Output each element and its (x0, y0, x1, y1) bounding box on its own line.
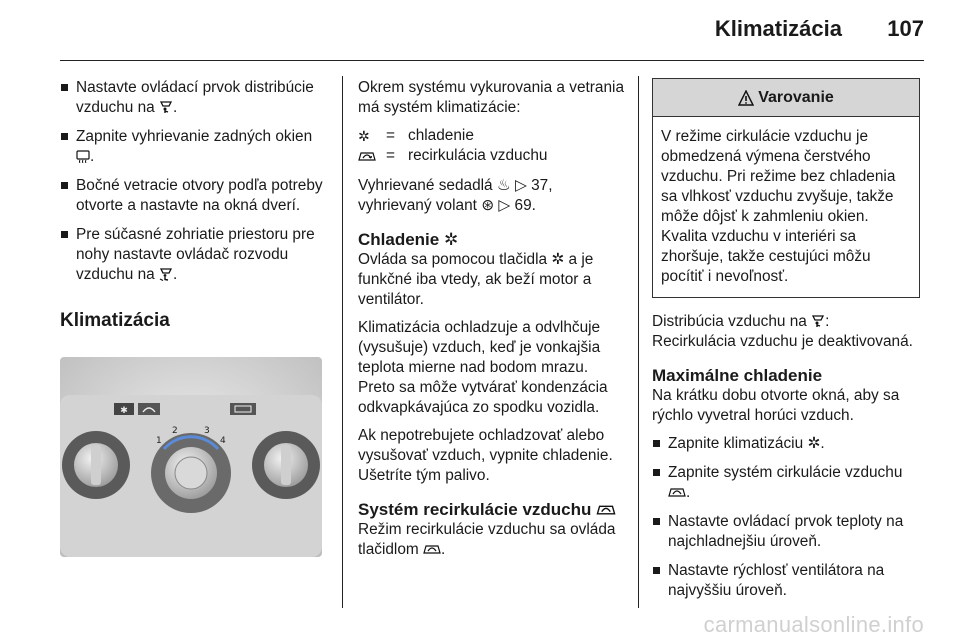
cooling-paragraph-2: Klimatizácia ochladzuje a odvlhčuje (vysušuje) vzduch, keď je vonkajšia teplota mierne nad bodom mrazu. Preto sa môže vytvárať kondenzácia odkvapkávajúca zo spodku vozidla. (358, 319, 608, 416)
snowflake-icon: ✲ (807, 435, 821, 452)
recirculation-icon (423, 542, 441, 556)
snowflake-icon: ✲ (551, 251, 565, 268)
ac-button (114, 403, 134, 416)
dial-number: 1 (156, 436, 162, 446)
list-item: Nastavte ovládací prvok distribúcie vzduchu na . (60, 78, 330, 118)
snowflake-icon: ✲ (358, 128, 370, 144)
warning-triangle-icon (738, 90, 754, 106)
list-item: Zapnite klimatizáciu ✲. (652, 434, 922, 454)
header-rule (60, 60, 924, 61)
max-cooling-heading: Maximálne chladenie (652, 366, 823, 385)
page-header (0, 0, 960, 62)
column-3 (652, 78, 922, 610)
list-item: Nastavte ovládací prvok teploty na najchladnejšiu úroveň. (652, 512, 922, 552)
list-item: Nastavte rýchlosť ventilátora na najvyššiu úroveň. (652, 561, 922, 601)
column-2 (358, 78, 628, 568)
recirculation-icon (596, 502, 616, 517)
legend-row-cooling: ✲ = chladenie (358, 127, 474, 144)
fan-speed-knob (62, 431, 130, 499)
dial-number: 3 (204, 426, 210, 436)
column-divider-2 (638, 76, 639, 608)
rear-window-heating-icon (76, 149, 90, 163)
section-heading: Klimatizácia (60, 310, 170, 331)
rear-window-button (230, 403, 256, 415)
watermark: carmanualsonline.info (703, 612, 924, 637)
warning-header: Varovanie (653, 79, 919, 117)
air-distribution-footwell-icon (159, 267, 173, 281)
reference-arrow-icon: ▷ (515, 177, 527, 194)
temperature-knob (151, 433, 231, 513)
intro-paragraph: Okrem systému vykurovania a vetrania má systém klimatizácie: (358, 79, 625, 116)
legend-row-recirculation: = recirkulácia vzduchu (358, 146, 628, 166)
heated-seat-icon: ♨ (496, 177, 511, 194)
column-1 (60, 78, 330, 557)
list-item: Zapnite vyhrievanie zadných okien . (60, 127, 330, 167)
list-item: Pre súčasné zohriatie priestoru pre nohy nastavte ovládač rozvodu vzduchu na . (60, 225, 330, 285)
svg-text:✱: ✱ (120, 406, 128, 416)
recirculation-icon (668, 485, 686, 499)
climate-control-panel-figure (60, 357, 322, 557)
air-distribution-windscreen-icon (159, 100, 173, 114)
max-cooling-intro: Na krátku dobu otvorte okná, aby sa rýchlo vyvetral horúci vzduch. (652, 387, 900, 424)
cooling-heading: Chladenie ✲ (358, 230, 459, 249)
dial-number: 4 (220, 436, 226, 446)
dial-number: 2 (172, 426, 178, 436)
page-number: 107 (887, 16, 924, 41)
recirculation-icon (358, 149, 376, 163)
recirculation-button (138, 403, 160, 415)
list-item: Bočné vetracie otvory podľa potreby otvorte a nastavte na okná dverí. (60, 176, 330, 216)
distribution-paragraph: Distribúcia vzduchu na : Recirkulácia vzduchu je deaktivovaná. (652, 313, 913, 350)
climate-panel-illustration (60, 357, 322, 557)
cooling-paragraph-3: Ak nepotrebujete ochladzovať alebo vysušovať vzduch, vypnite chladenie. Ušetríte tým palivo. (358, 427, 613, 484)
air-distribution-knob (252, 431, 320, 499)
snowflake-icon: ✲ (443, 230, 459, 249)
cooling-paragraph-1: Ovláda sa pomocou tlačidla ✲ a je funkčné iba vtedy, ak beží motor a ventilátor. (358, 251, 594, 308)
reference-arrow-icon: ▷ (498, 197, 511, 214)
warning-box (652, 78, 920, 298)
warning-text: V režime cirkulácie vzduchu je obmedzená výmena čerstvého vzduchu. Pri režime bez chladenia sa vlhkosť vzduchu zvyšuje, takže môže dôjsť k zahmleniu okien. Kvalita vzduchu v interiéri sa zhoršuje, takže cestujúci môžu pocítiť i nevoľnosť. (661, 128, 896, 285)
column-divider-1 (342, 76, 343, 608)
page-title: Klimatizácia (714, 16, 842, 41)
seats-paragraph: Vyhrievané sedadlá ♨ ▷ 37, vyhrievaný volant ⊛ ▷ 69. (358, 177, 553, 214)
heated-steering-wheel-icon: ⊛ (481, 197, 495, 214)
air-distribution-windscreen-icon (811, 314, 825, 328)
list-item: Zapnite systém cirkulácie vzduchu . (652, 463, 922, 503)
recirculation-paragraph: Režim recirkulácie vzduchu sa ovláda tlačidlom . (358, 521, 616, 558)
recirculation-heading: Systém recirkulácie vzduchu (358, 500, 628, 520)
